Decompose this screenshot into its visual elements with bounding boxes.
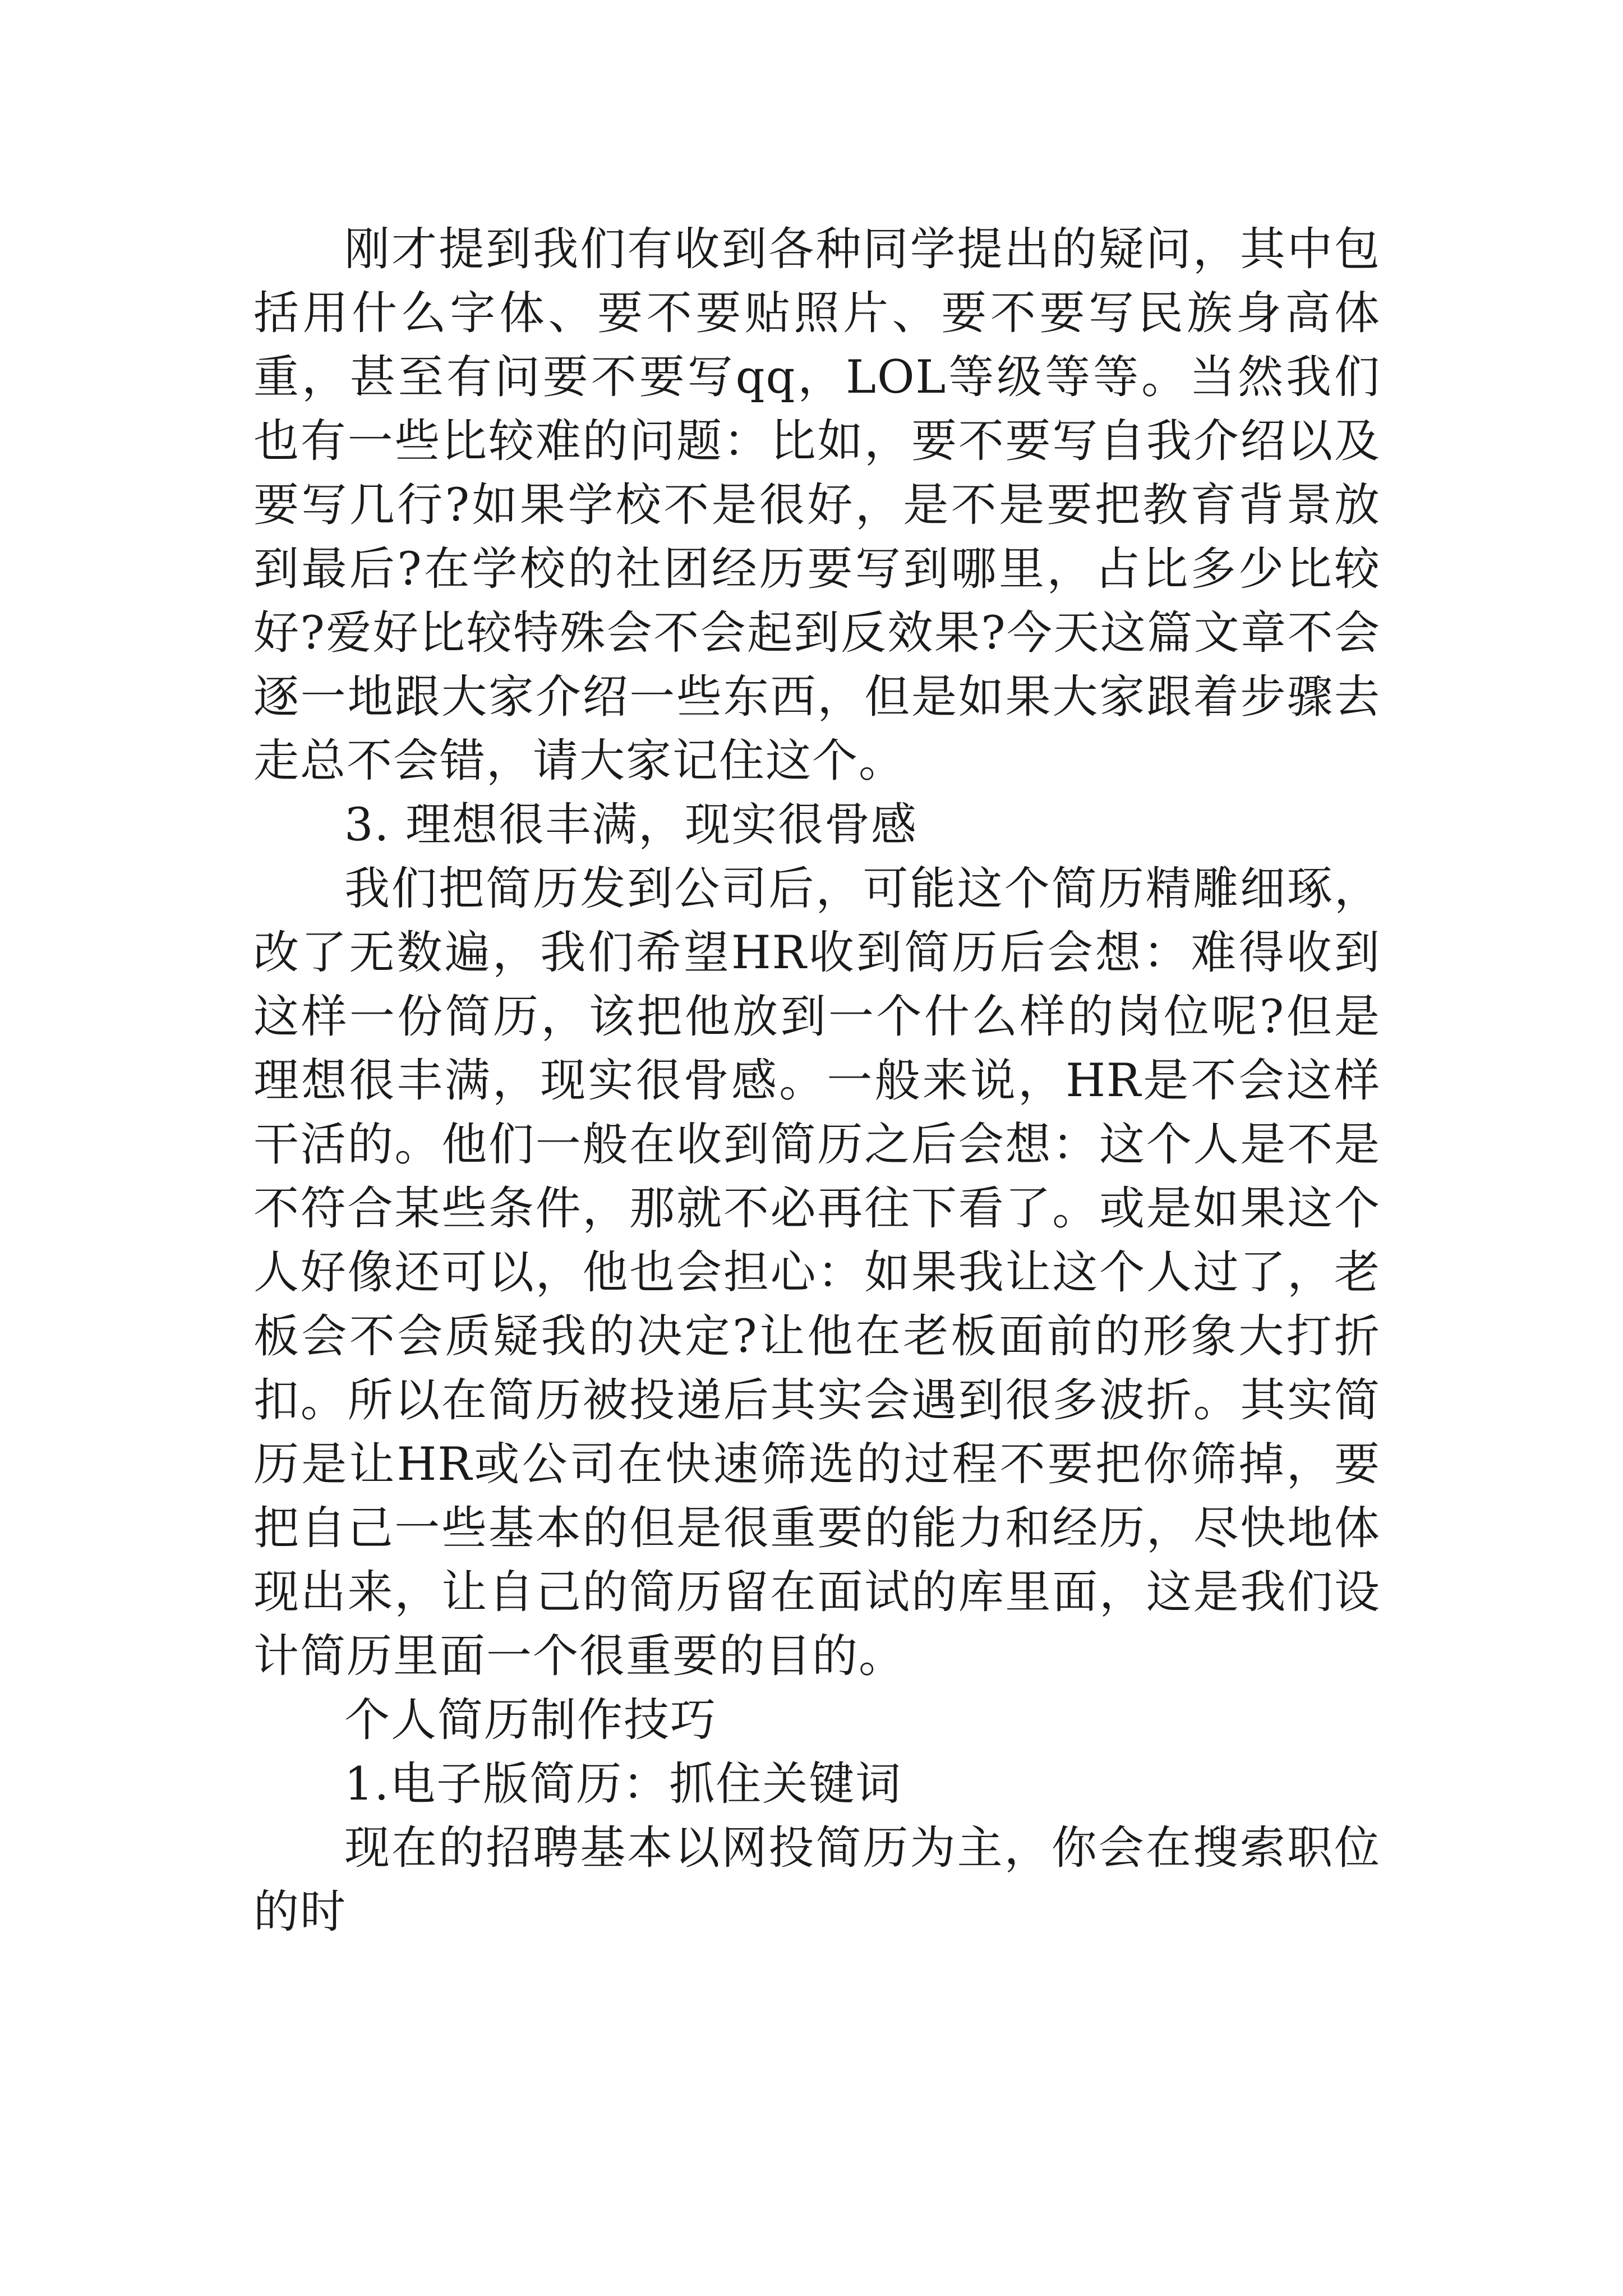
heading-ideal-vs-reality: 3. 理想很丰满，现实很骨感: [344, 799, 918, 852]
paragraph-online-applications: 现在的招聘基本以网投简历为主，你会在搜索职位的时: [253, 1822, 1381, 1939]
paragraph-resume-questions: 刚才提到我们有收到各种同学提出的疑问，其中包括用什么字体、要不要贴照片、要不要写民族身高体重，甚至有问要不要写qq，LOL等级等等。当然我们也有一些比较难的问题：比如，要不要写自我介绍以及要写几行?如果学校不是很好，是不是要把教育背景放到最后?在学校的社团经历要写到哪里，占比多少比较好?爱好比较特殊会不会起到反效果?今天这篇文章不会逐一地跟大家介绍一些东西，但是如果大家跟着步骤去走总不会错，请大家记住这个。: [253, 223, 1381, 788]
heading-resume-tips: 个人简历制作技巧: [344, 1694, 717, 1747]
document-body: [253, 218, 1381, 1944]
heading-electronic-resume: 1.电子版简历：抓住关键词: [344, 1758, 902, 1811]
paragraph-hr-screening: 我们把简历发到公司后，可能这个简历精雕细琢，改了无数遍，我们希望HR收到简历后会想：难得收到这样一份简历，该把他放到一个什么样的岗位呢?但是理想很丰满，现实很骨感。一般来说，HR是不会这样干活的。他们一般在收到简历之后会想：这个人是不是不符合某些条件，那就不必再往下看了。或是如果这个人好像还可以，他也会担心：如果我让这个人过了，老板会不会质疑我的决定?让他在老板面前的形象大打折扣。所以在简历被投递后其实会遇到很多波折。其实简历是让HR或公司在快速筛选的过程不要把你筛掉，要把自己一些基本的但是很重要的能力和经历，尽快地体现出来，让自己的简历留在面试的库里面，这是我们设计简历里面一个很重要的目的。: [253, 863, 1381, 1683]
